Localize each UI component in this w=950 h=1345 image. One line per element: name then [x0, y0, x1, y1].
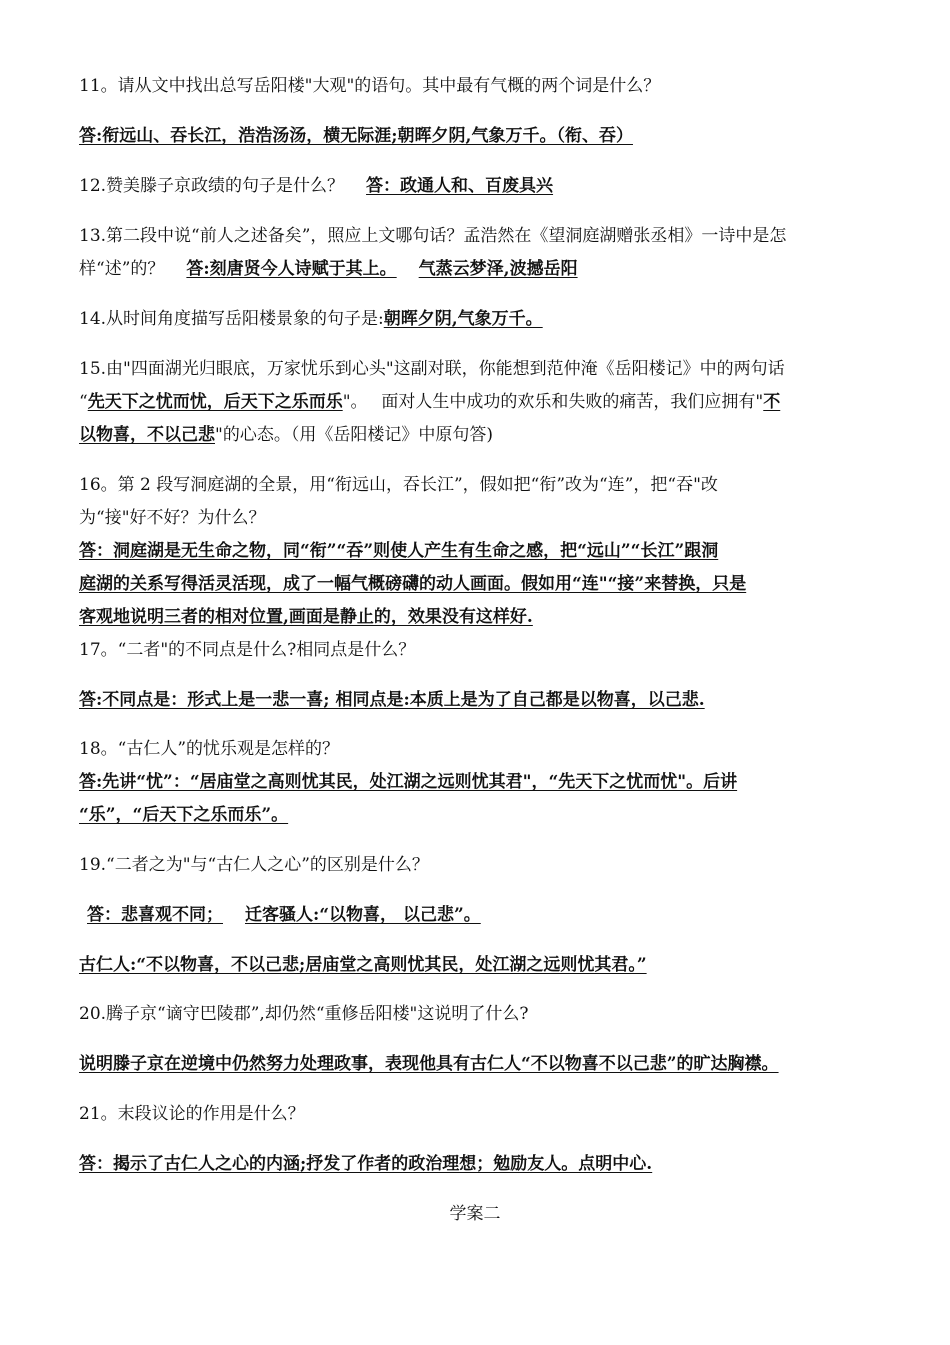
question-16-line2: 为“接"好不好？为什么？ — [79, 508, 266, 528]
answer-13a: 答:刻唐贤今人诗赋于其上。 — [186, 259, 397, 279]
question-16-line1: 16。第 2 段写洞庭湖的全景，用“衔远山，吞长江”，假如把“衔”改为“连”，把“吞"改 — [79, 475, 718, 495]
answer-16-line3: 客观地说明三者的相对位置,画面是静止的，效果没有这样好. — [79, 607, 533, 627]
question-15-line2: “先天下之忧而忧，后天下之乐而乐"。 面对人生中成功的欢乐和失败的痛苦，我们应拥有"不 — [79, 392, 781, 412]
answer-11: 答:衔远山、吞长江，浩浩汤汤，横无际涯;朝晖夕阴,气象万千。（衔、吞） — [79, 126, 633, 146]
question-15-line1: 15.由"四面湖光归眼底，万家忧乐到心头"这副对联，你能想到范仲淹《岳阳楼记》中的两句话 — [79, 359, 785, 379]
answer-13b: 气蒸云梦泽,波撼岳阳 — [418, 259, 578, 279]
question-14: 14.从时间角度描写岳阳楼景象的句子是:朝晖夕阴,气象万千。 — [79, 309, 543, 329]
question-21: 21。末段议论的作用是什么？ — [79, 1104, 305, 1124]
question-13-line1: 13.第二段中说“前人之述备矣”，照应上文哪句话？孟浩然在《望洞庭湖赠张丞相》一诗中是怎 — [79, 226, 787, 246]
answer-18-line2: “乐”，“后天下之乐而乐”。 — [79, 805, 289, 825]
question-19: 19.“二者之为"与“古仁人之心”的区别是什么？ — [79, 855, 429, 875]
answer-18-line1: 答:先讲“忧”：“居庙堂之高则忧其民，处江湖之远则忧其君"，“先天下之忧而忧"。后讲 — [79, 772, 738, 792]
question-15-line3: 以物喜，不以己悲"的心态。（用《岳阳楼记》中原句答) — [79, 425, 493, 445]
answer-12: 答：政通人和、百废具兴 — [366, 176, 554, 196]
question-13-line2: 样“述”的？ 答:刻唐贤今人诗赋于其上。 气蒸云梦泽,波撼岳阳 — [79, 259, 578, 279]
question-12: 12.赞美滕子京政绩的句子是什么？ 答：政通人和、百废具兴 — [79, 176, 554, 196]
question-17: 17。“二者"的不同点是什么?相同点是什么？ — [79, 640, 416, 660]
answer-17: 答:不同点是：形式上是一悲一喜; 相同点是:本质上是为了自己都是以物喜，以己悲. — [79, 690, 705, 710]
question-11: 11。请从文中找出总写岳阳楼"大观"的语句。其中最有气概的两个词是什么？ — [79, 76, 661, 96]
answer-19-line1: 答：悲喜观不同； 迁客骚人:“以物喜， 以己悲”。 — [87, 905, 481, 925]
answer-21: 答：揭示了古仁人之心的内涵;抒发了作者的政治理想；勉励友人。点明中心. — [79, 1154, 653, 1174]
question-20: 20.腾子京“谪守巴陵郡”,却仍然“重修岳阳楼"这说明了什么? — [79, 1004, 529, 1024]
answer-16-line1: 答：洞庭湖是无生命之物，同“衔”“吞”则使人产生有生命之感，把“远山”“长江”跟洞 — [79, 541, 719, 561]
answer-14: 朝晖夕阴,气象万千。 — [383, 309, 543, 329]
question-18: 18。“古仁人”的忧乐观是怎样的？ — [79, 739, 340, 759]
section-footer-title: 学案二 — [449, 1204, 501, 1224]
answer-20: 说明滕子京在逆境中仍然努力处理政事，表现他具有古仁人“不以物喜不以己悲”的旷达胸襟。 — [79, 1054, 779, 1074]
answer-16-line2: 庭湖的关系写得活灵活现，成了一幅气概磅礴的动人画面。假如用“连"“接”来替换，只是 — [79, 574, 747, 594]
answer-19-line2: 古仁人:“不以物喜，不以己悲;居庙堂之高则忧其民，处江湖之远则忧其君。” — [79, 955, 647, 975]
